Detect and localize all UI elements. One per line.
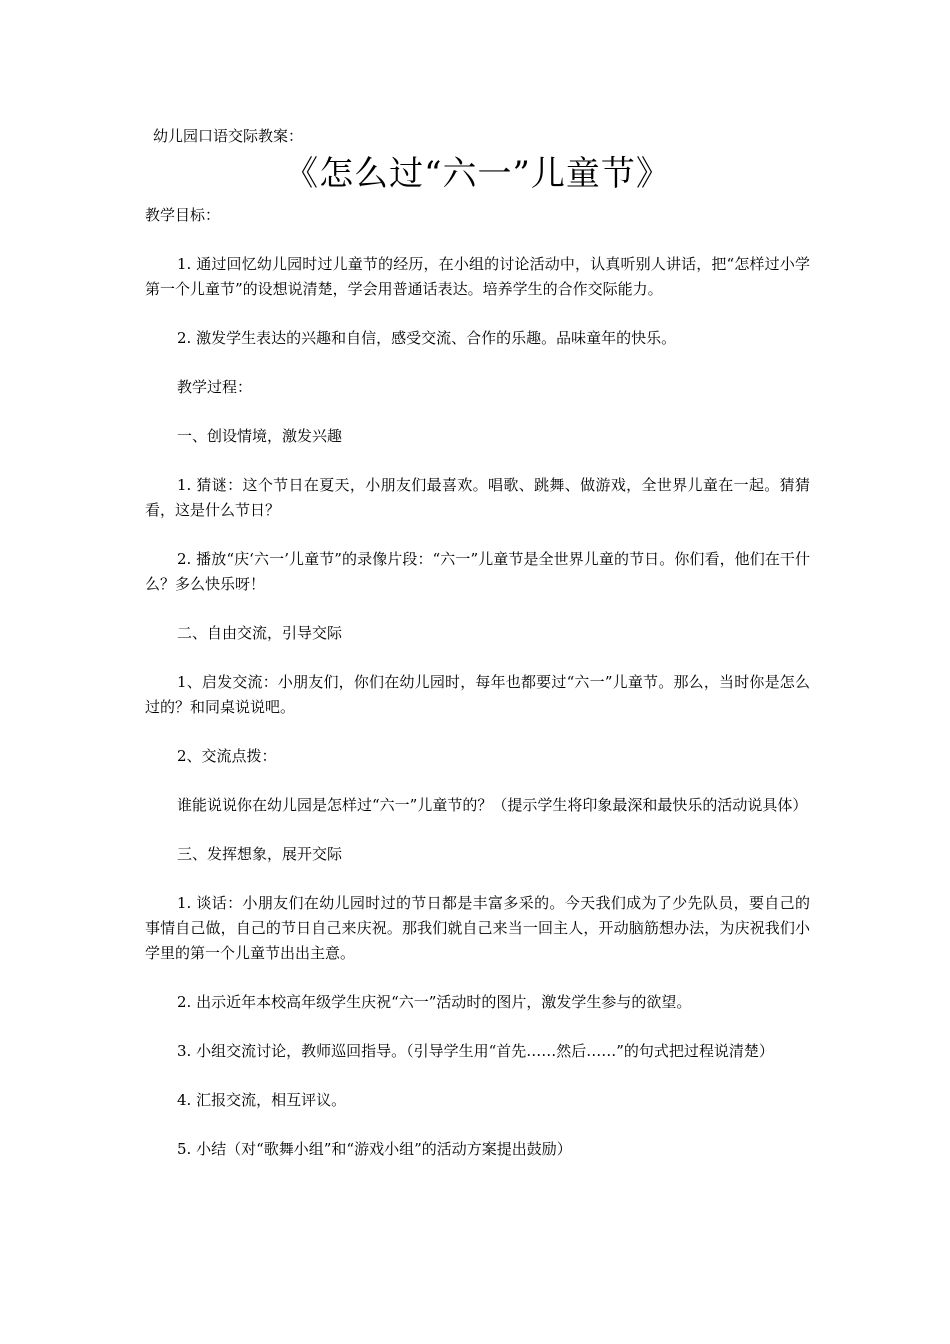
section-3-item-4: 4. 汇报交流，相互评议。	[177, 1091, 347, 1109]
document-body	[145, 125, 810, 1186]
section-1-item-1: 1. 猜谜：这个节日在夏天，小朋友们最喜欢。唱歌、跳舞、做游戏，全世界儿童在一起。猜猜看，这是什么节日？	[145, 476, 810, 519]
document-title: 《怎么过“六一”儿童节》	[284, 154, 671, 194]
section-3-item-2: 2. 出示近年本校高年级学生庆祝“六一”活动时的图片，激发学生参与的欲望。	[177, 993, 692, 1011]
process-heading: 教学过程：	[177, 378, 253, 396]
section-2-item-1: 1、启发交流：小朋友们，你们在幼儿园时，每年也都要过“六一”儿童节。那么，当时你是怎么过的？和同桌说说吧。	[145, 673, 810, 716]
document-subtitle: 幼儿园口语交际教案：	[153, 127, 304, 145]
section-heading-2: 二、自由交流，引导交际	[177, 624, 343, 642]
objective-2: 2. 激发学生表达的兴趣和自信，感受交流、合作的乐趣。品味童年的快乐。	[177, 329, 677, 347]
objective-1: 1. 通过回忆幼儿园时过儿童节的经历，在小组的讨论活动中，认真听别人讲话，把“怎样过小学第一个儿童节”的设想说清楚，学会用普通话表达。培养学生的合作交际能力。	[145, 255, 810, 298]
objectives-heading: 教学目标：	[145, 206, 221, 224]
section-1-item-2: 2. 播放“庆‘六一’儿童节”的录像片段：“六一”儿童节是全世界儿童的节日。你们看，他们在干什么？多么快乐呀！	[145, 550, 810, 593]
section-heading-3: 三、发挥想象，展开交际	[177, 845, 343, 863]
section-2-item-2: 2、交流点拨：	[177, 747, 277, 765]
section-heading-1: 一、创设情境，激发兴趣	[177, 427, 343, 445]
section-3-item-3: 3. 小组交流讨论，教师巡回指导。（引导学生用“首先……然后……”的句式把过程说清楚）	[177, 1042, 774, 1060]
section-3-item-5: 5. 小结（对“歌舞小组”和“游戏小组”的活动方案提出鼓励）	[177, 1140, 572, 1158]
section-3-item-1: 1. 谈话：小朋友们在幼儿园时过的节日都是丰富多采的。今天我们成为了少先队员，要自己的事情自己做，自己的节日自己来庆祝。那我们就自己来当一回主人，开动脑筋想办法，为庆祝我们小学里的第一个儿童节出出主意。	[145, 894, 810, 962]
section-2-prompt: 谁能说说你在幼儿园是怎样过“六一”儿童节的？（提示学生将印象最深和最快乐的活动说具体）	[177, 796, 808, 814]
